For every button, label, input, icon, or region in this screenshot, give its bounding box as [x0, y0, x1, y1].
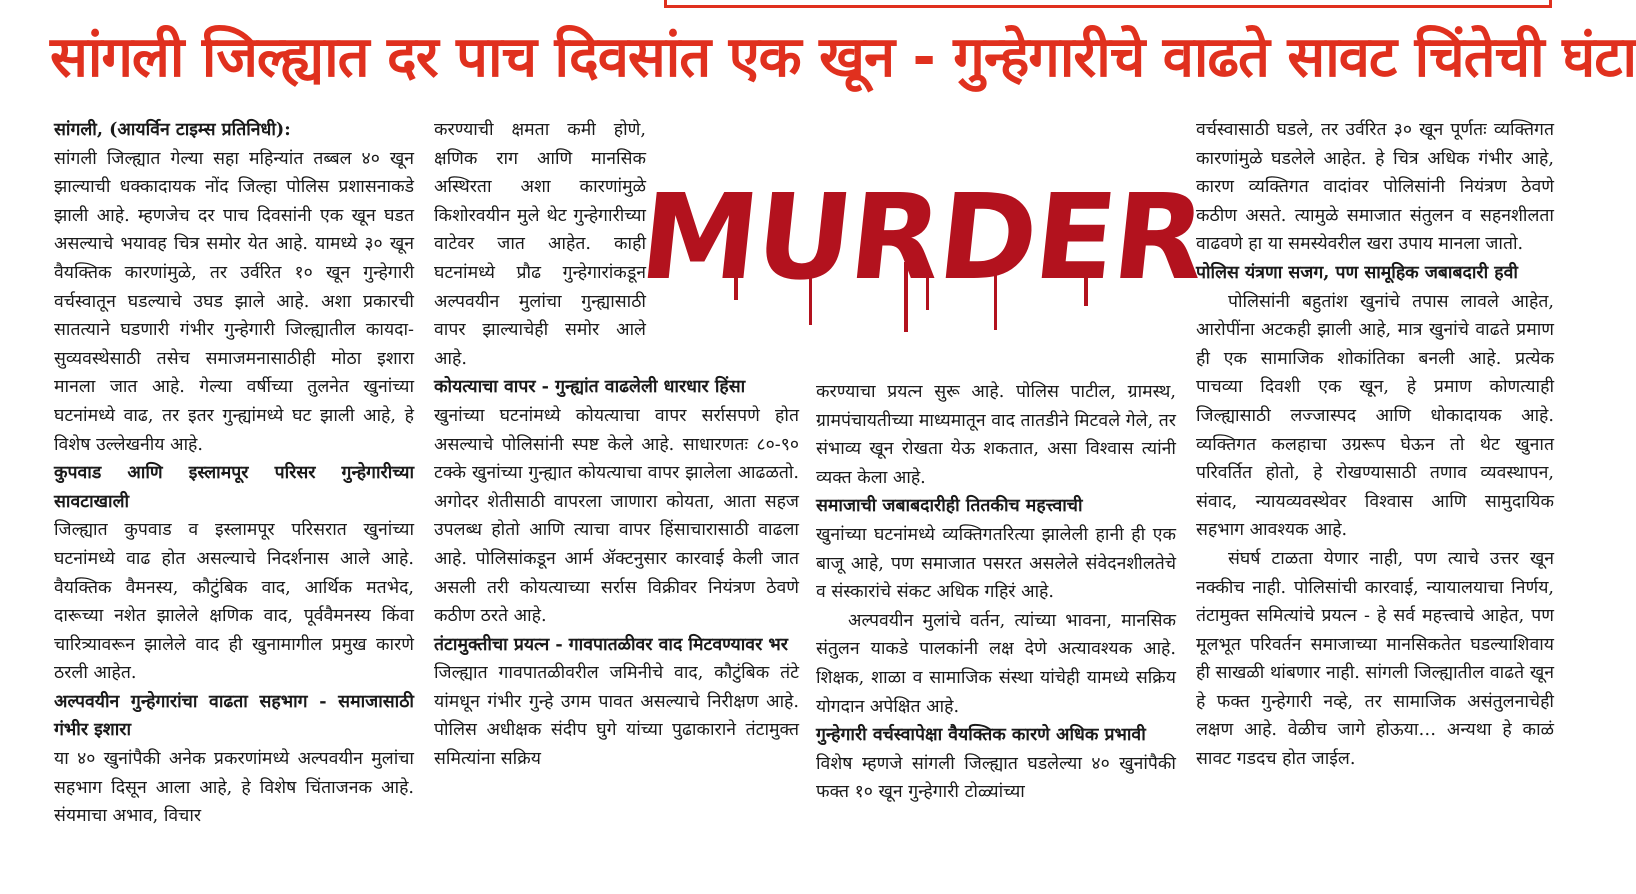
society-paragraph-2: अल्पवयीन मुलांचे वर्तन, त्यांच्या भावना, मानसिक संतुलन याकडे पालकांनी लक्ष देणे अत्यावश्यक आहे. शिक्षक, शाळा व सामाजिक संस्था यांचेही यामध्ये सक्रिय योगदान अपेक्षित आहे.	[816, 610, 1176, 717]
juvenile-paragraph-cont: करण्याची क्षमता कमी होणे, क्षणिक राग आणि मानसिक अस्थिरता अशा कारणांमुळे किशोरवयीन मुले थेट गुन्हेगारीच्या वाटेवर जात आहेत. काही घटनांमध्ये प्रौढ गुन्हेगारांकडून अल्पवयीन मुलांचा गुन्ह्यासाठी वापर झाल्याचेही समोर आले आहे.	[434, 120, 646, 369]
subheading-police: पोलिस यंत्रणा सजग, पण सामूहिक जबाबदारी हवी	[1196, 261, 1518, 283]
article-column-3	[816, 378, 1176, 807]
top-border-box	[664, 0, 1552, 8]
subheading-juvenile: अल्पवयीन गुन्हेगारांचा वाढता सहभाग - समाजासाठी गंभीर इशारा	[54, 690, 414, 741]
police-paragraph-1: पोलिसांनी बहुतांश खुनांचे तपास लावले आहेत, आरोपींना अटकही झाली आहे, मात्र खुनांचे वाढते प्रमाण ही एक सामाजिक शोकांतिका बनली आहे. प्रत्येक पाचव्या दिवशी एक खून, हे प्रमाण कोणत्याही जिल्ह्यासाठी लज्जास्पद आणि धोकादायक आहे. व्यक्तिगत कलहाचा उग्ररूप घेऊन तो थेट खुनात परिवर्तित होतो, हे रोखण्यासाठी तणाव व्यवस्थापन, संवाद, न्यायव्यवस्थेवर विश्वास आणि सामुदायिक सहभाग आवश्यक आहे.	[1196, 291, 1554, 541]
murder-text: MURDER	[633, 168, 1210, 306]
subheading-tantamukti: तंटामुक्तीचा प्रयत्न - गावपातळीवर वाद मिटवण्यावर भर	[434, 633, 788, 655]
juvenile-paragraph-start: या ४० खुनांपैकी अनेक प्रकरणांमध्ये अल्पवयीन मुलांचा सहभाग दिसून आला आहे, हे विशेष चिंताजनक आहे. संयमाचा अभाव, विचार	[54, 749, 414, 827]
byline: सांगली, (आयर्विन टाइम्स प्रतिनिधी):	[54, 119, 291, 140]
murder-image	[633, 150, 1210, 355]
tantamukti-paragraph-cont: करण्याचा प्रयत्न सुरू आहे. पोलिस पाटील, ग्रामस्थ, ग्रामपंचायतीच्या माध्यमातून वाद तातडीने मिटवले गेले, तर संभाव्य खून रोखता येऊ शकतात, असा विश्वास त्यांनी व्यक्त केला आहे.	[816, 382, 1176, 488]
subheading-kupwad: कुपवाड आणि इस्लामपूर परिसर गुन्हेगारीच्या सावटाखाली	[54, 462, 414, 512]
murder-graphic	[633, 150, 1210, 355]
koyta-paragraph: खुनांच्या घटनांमध्ये कोयत्याचा वापर सर्रासपणे होत असल्याचे पोलिसांनी स्पष्ट केले आहे. साधारणतः ८०-९० टक्के खुनांच्या गुन्ह्यात कोयत्याचा वापर झालेला आढळतो. अगोदर शेतीसाठी वापरला जाणारा कोयता, आता सहज उपलब्ध होतो आणि त्याचा वापर हिंसाचारासाठी वाढला आहे. पोलिसांकडून आर्म ॲक्टनुसार कारवाई केली जात असली तरी कोयत्याच्या सर्रास विक्रीवर नियंत्रण ठेवणे कठीण ठरते आहे.	[434, 405, 799, 627]
personal-paragraph-start: विशेष म्हणजे सांगली जिल्ह्यात घडलेल्या ४० खुनांपैकी फक्त १० खून गुन्हेगारी टोळ्यांच्या	[816, 753, 1176, 803]
headline: सांगली जिल्ह्यात दर पाच दिवसांत एक खून - गुन्हेगारीचे वाढते सावट चिंतेची घंटा	[50, 25, 1636, 90]
subheading-society: समाजाची जबाबदारीही तितकीच महत्त्वाची	[816, 495, 1083, 517]
subheading-koyta: कोयत्याचा वापर - गुन्ह्यांत वाढलेली धारधार हिंसा	[434, 376, 746, 398]
article-column-1	[54, 116, 414, 831]
tantamukti-paragraph-start: जिल्ह्यात गावपातळीवरील जमिनीचे वाद, कौटुंबिक तंटे यांमधून गंभीर गुन्हे उगम पावत असल्याचे निरीक्षण आहे. पोलिस अधीक्षक संदीप घुगे यांच्या पुढाकाराने तंटामुक्त समित्यांना सक्रिय	[434, 663, 799, 770]
intro-paragraph: सांगली जिल्ह्यात गेल्या सहा महिन्यांत तब्बल ४० खून झाल्याची धक्कादायक नोंद जिल्हा पोलिस प्रशासनाकडे झाली आहे. म्हणजेच दर पाच दिवसांनी एक खून घडत असल्याचे भयावह चित्र समोर येत आहे. यामध्ये ३० खून वैयक्तिक कारणांमुळे, तर उर्वरित १० खून गुन्हेगारी वर्चस्वातून घडल्याचे उघड झाले आहे. अशा प्रकारची सातत्याने घडणारी गंभीर गुन्हेगारी जिल्ह्यातील कायदा-सुव्यवस्थेसाठी तसेच समाजमनासाठीही मोठा इशारा मानला जात आहे. गेल्या वर्षीच्या तुलनेत खुनांच्या घटनांमध्ये वाढ, तर इतर गुन्ह्यांमध्ये घट झाली आहे, हे विशेष उल्लेखनीय आहे.	[54, 148, 414, 455]
society-paragraph-1: खुनांच्या घटनांमध्ये व्यक्तिगतरित्या झालेली हानी ही एक बाजू आहे, पण समाजात पसरत असलेले संवेदनशीलतेचे व संस्कारांचे संकट अधिक गहिरं आहे.	[816, 524, 1176, 603]
personal-paragraph-cont: वर्चस्वासाठी घडले, तर उर्वरित ३० खून पूर्णतः व्यक्तिगत कारणांमुळे घडलेले आहेत. हे चित्र अधिक गंभीर आहे, कारण व्यक्तिगत वादांवर पोलिसांनी नियंत्रण ठेवणे कठीण असते. त्यामुळे समाजात संतुलन व सहनशीलता वाढवणे हा या समस्येवरील खरा उपाय मानला जातो.	[1196, 120, 1554, 255]
article-column-4	[1196, 116, 1554, 774]
police-paragraph-2: संघर्ष टाळता येणार नाही, पण त्याचे उत्तर खून नक्कीच नाही. पोलिसांची कारवाई, न्यायालयाचा निर्णय, तंटामुक्त समित्यांचे प्रयत्न - हे सर्व महत्त्वाचे आहेत, पण मूलभूत परिवर्तन समाजाच्या मानसिकतेत घडल्याशिवाय ही साखळी थांबणार नाही. सांगली जिल्ह्यातील वाढते खून हे फक्त गुन्हेगारी नव्हे, तर सामाजिक असंतुलनाचेही लक्षण आहे. वेळीच जागे होऊया… अन्यथा हे काळं सावट गडदच होत जाईल.	[1196, 548, 1554, 770]
subheading-personal: गुन्हेगारी वर्चस्वापेक्षा वैयक्तिक कारणे अधिक प्रभावी	[816, 724, 1146, 746]
kupwad-paragraph: जिल्ह्यात कुपवाड व इस्लामपूर परिसरात खुनांच्या घटनांमध्ये वाढ होत असल्याचे निदर्शनास आले आहे. वैयक्तिक वैमनस्य, कौटुंबिक वाद, आर्थिक मतभेद, दारूच्या नशेत झालेले क्षणिक वाद, पूर्ववैमनस्य किंवा चारित्र्यावरून झालेले वाद ही खुनामागील प्रमुख कारणे ठरली आहेत.	[54, 520, 414, 684]
